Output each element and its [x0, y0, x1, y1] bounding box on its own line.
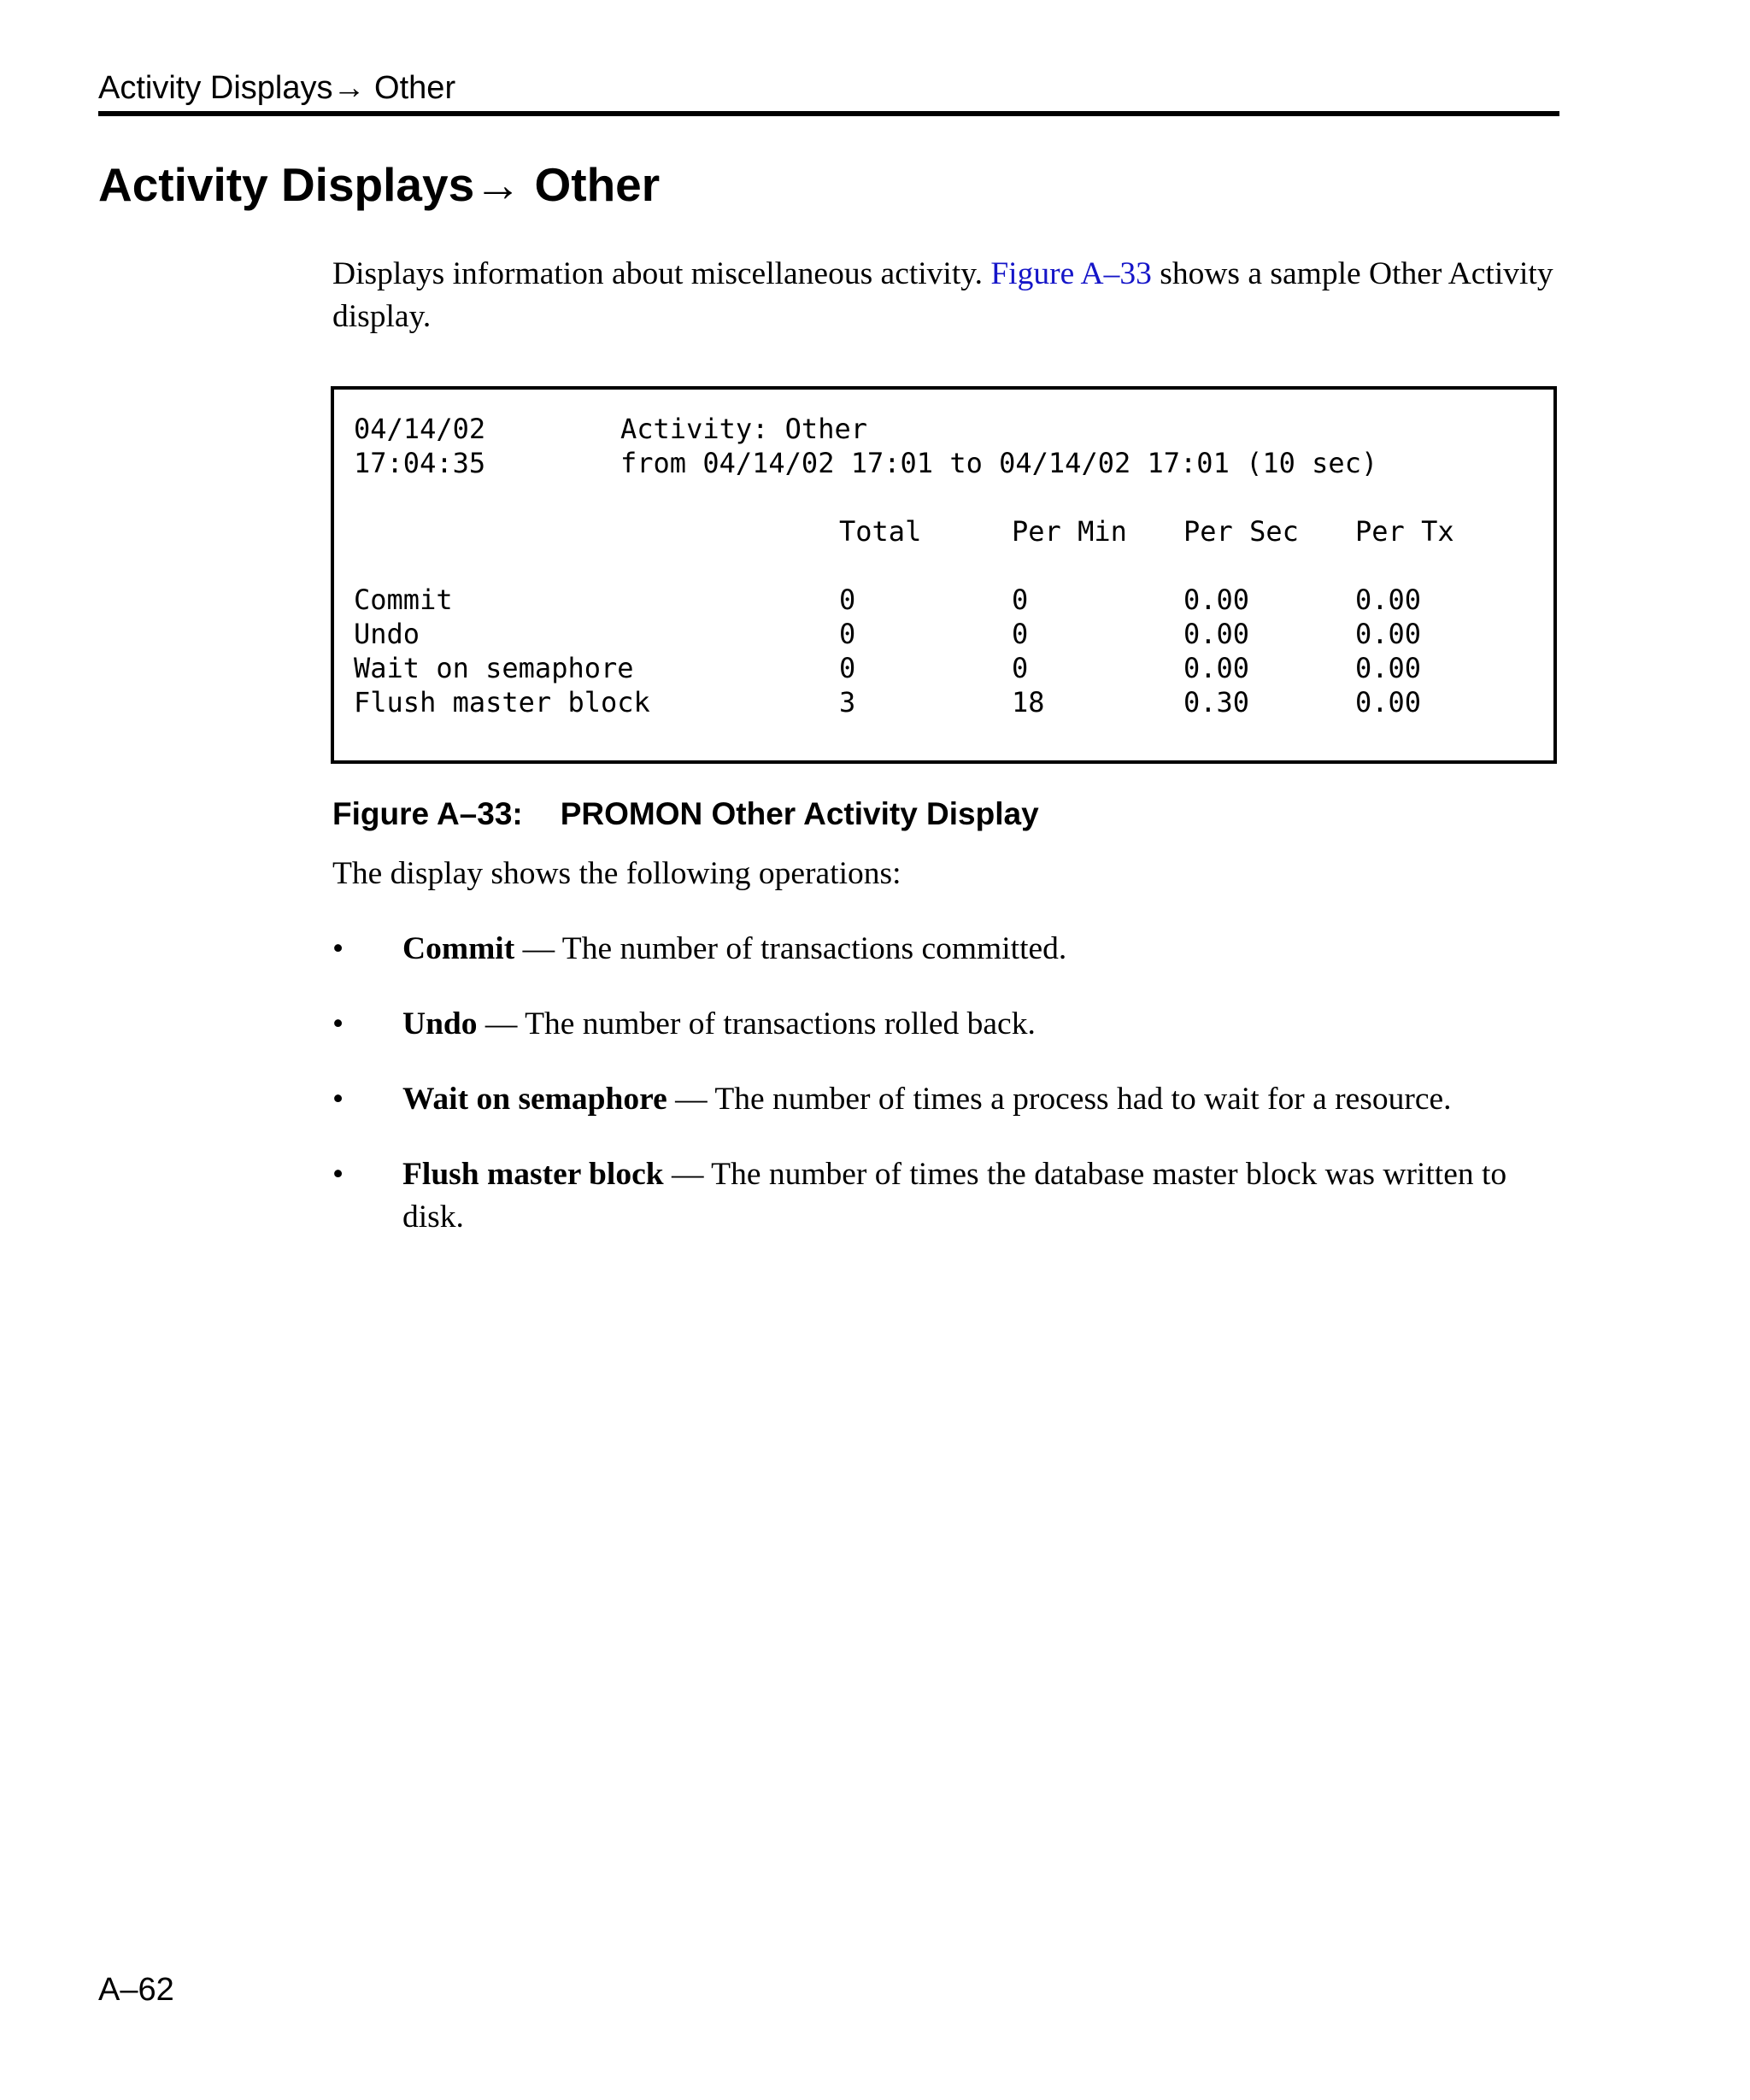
- list-item-text: [402, 928, 1563, 971]
- screen-date: 04/14/02: [354, 413, 486, 445]
- row-total: 0: [839, 652, 856, 684]
- column-header-per-sec: Per Sec: [1183, 515, 1299, 548]
- running-header: [98, 68, 455, 108]
- row-per-tx: 0.00: [1355, 652, 1422, 684]
- row-per-sec: 0.00: [1183, 652, 1250, 684]
- header-rule: [98, 111, 1559, 116]
- row-label: Wait on semaphore: [354, 652, 634, 684]
- list-item-desc: — The number of times the database master block was written to disk.: [402, 1157, 1507, 1235]
- screen-range: from 04/14/02 17:01 to 04/14/02 17:01 (10 sec): [620, 447, 1378, 479]
- screen-time: 17:04:35: [354, 447, 486, 479]
- row-per-min: 0: [1012, 618, 1029, 650]
- list-item-term: Undo: [402, 1006, 478, 1041]
- column-header-total: Total: [839, 515, 922, 548]
- running-header-prefix: Activity Displays: [98, 70, 333, 106]
- row-label: Flush master block: [354, 686, 650, 719]
- intro-text-before: Displays information about miscellaneous activity.: [332, 256, 991, 291]
- bullet-icon: •: [332, 1006, 344, 1041]
- row-per-sec: 0.30: [1183, 686, 1250, 719]
- section-title-arrow: →: [474, 158, 522, 211]
- row-label: Commit: [354, 584, 453, 616]
- screen-display-box: [331, 386, 1557, 764]
- page-number: A–62: [98, 1972, 174, 2008]
- list-item: [332, 1003, 1563, 1046]
- row-per-sec: 0.00: [1183, 618, 1250, 650]
- section-title-prefix: Activity Displays: [98, 158, 475, 211]
- list-item-term: Flush master block: [402, 1157, 664, 1192]
- list-item-text: [402, 1003, 1563, 1046]
- list-item-term: Wait on semaphore: [402, 1082, 667, 1117]
- intro-text-after: shows a sample Other Activity display.: [332, 256, 1553, 334]
- row-per-tx: 0.00: [1355, 584, 1422, 616]
- screen-title: Activity: Other: [620, 413, 867, 445]
- list-item-desc: — The number of transactions rolled back.: [477, 1006, 1036, 1041]
- list-item-term: Commit: [402, 931, 515, 966]
- list-item-desc: — The number of transactions committed.: [514, 931, 1067, 966]
- row-total: 0: [839, 584, 856, 616]
- list-item: [332, 928, 1563, 971]
- row-total: 0: [839, 618, 856, 650]
- bullet-icon: •: [332, 1157, 344, 1192]
- row-per-tx: 0.00: [1355, 618, 1422, 650]
- section-title: [98, 156, 660, 213]
- list-item: [332, 1078, 1563, 1121]
- bullet-icon: •: [332, 931, 344, 966]
- row-total: 3: [839, 686, 856, 719]
- row-per-sec: 0.00: [1183, 584, 1250, 616]
- column-header-per-tx: Per Tx: [1355, 515, 1454, 548]
- row-per-tx: 0.00: [1355, 686, 1422, 719]
- running-header-suffix: Other: [365, 70, 456, 106]
- row-per-min: 0: [1012, 652, 1029, 684]
- list-item-text: [402, 1153, 1563, 1239]
- figure-link[interactable]: Figure A–33: [990, 256, 1152, 291]
- list-item-desc: — The number of times a process had to wait for a resource.: [667, 1082, 1452, 1117]
- row-label: Undo: [354, 618, 420, 650]
- figure-caption-title: PROMON Other Activity Display: [560, 796, 1039, 831]
- list-item-text: [402, 1078, 1563, 1121]
- column-header-per-min: Per Min: [1012, 515, 1127, 548]
- row-per-min: 18: [1012, 686, 1045, 719]
- section-title-suffix: Other: [521, 158, 661, 211]
- figure-caption-number: Figure A–33:: [332, 796, 523, 831]
- running-header-arrow: →: [332, 70, 366, 106]
- bullet-icon: •: [332, 1082, 344, 1117]
- row-per-min: 0: [1012, 584, 1029, 616]
- lead-sentence: The display shows the following operations:: [332, 856, 901, 891]
- figure-caption: [332, 795, 1039, 834]
- list-item: [332, 1153, 1563, 1239]
- intro-paragraph: [332, 253, 1563, 338]
